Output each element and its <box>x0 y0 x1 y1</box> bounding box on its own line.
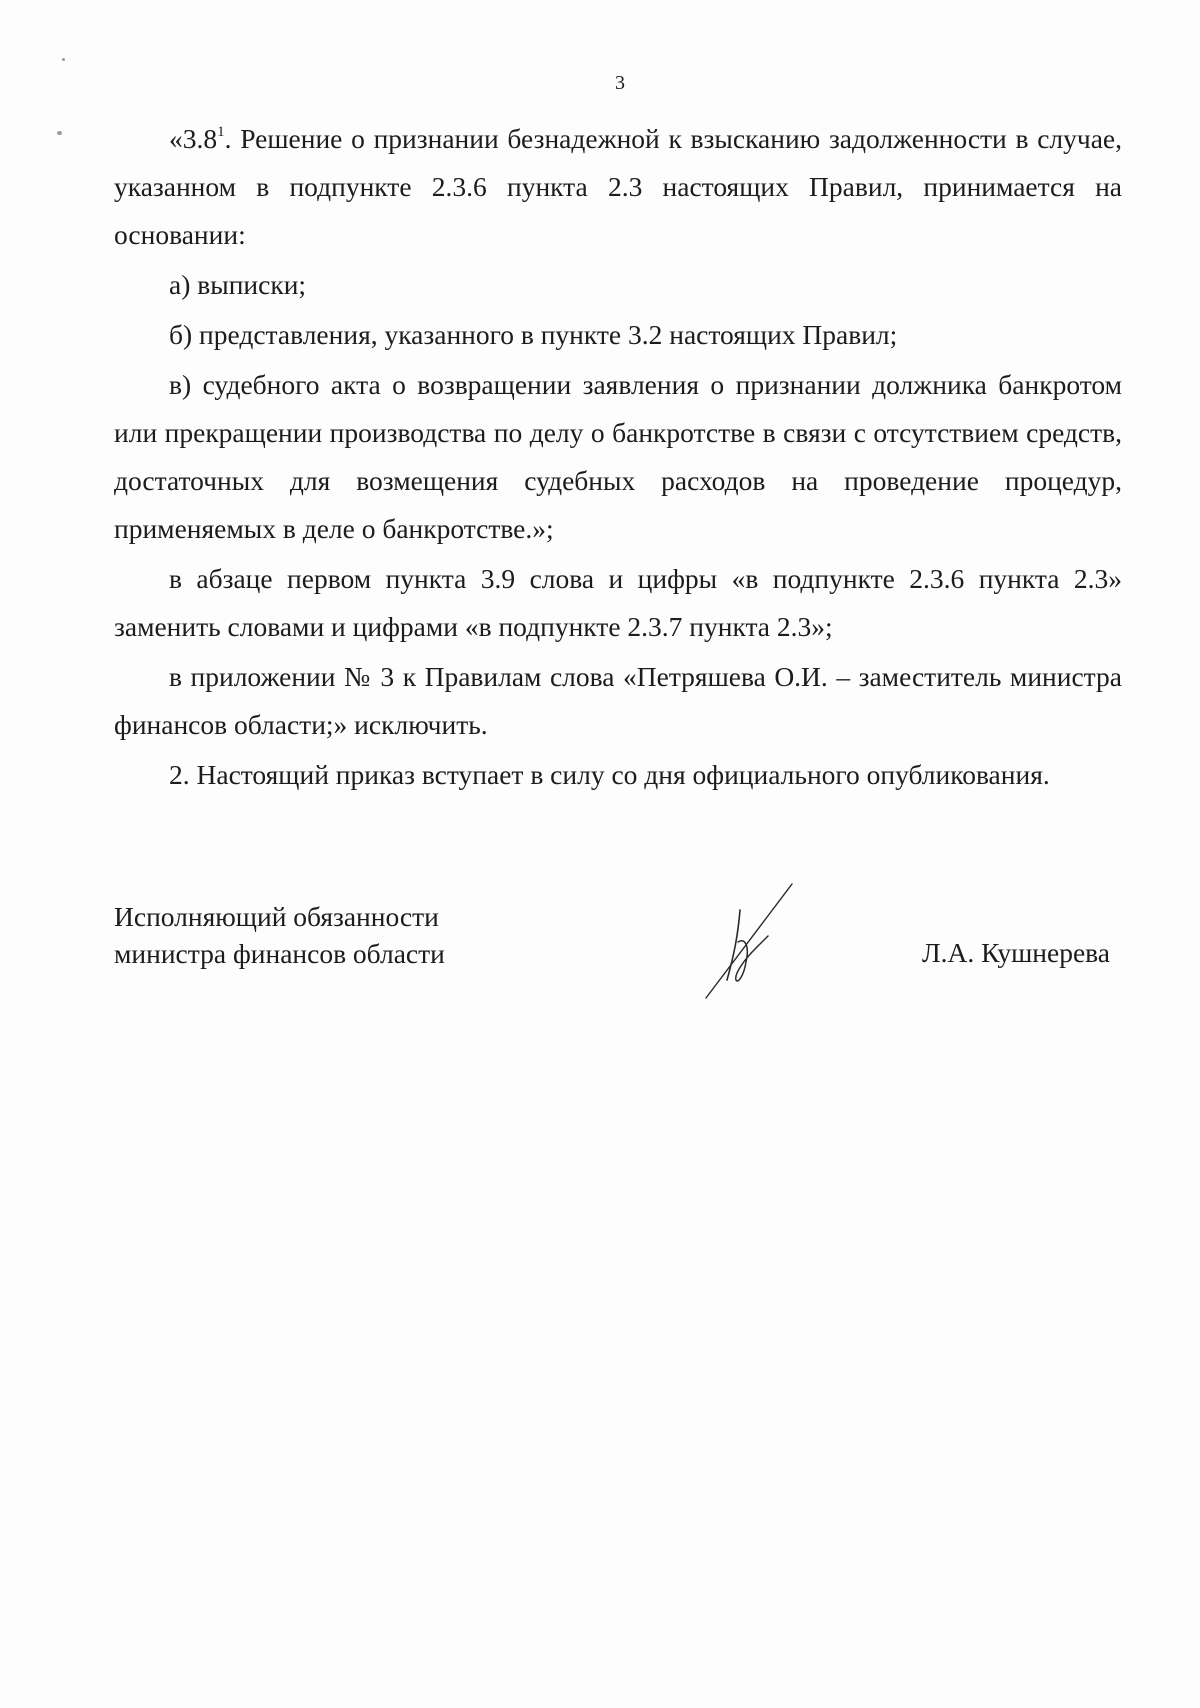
page-number: 3 <box>615 72 625 94</box>
scan-artifact-dot <box>57 131 62 135</box>
paragraph-item-b: б) представления, указанного в пункте 3.2 настоящих Правил; <box>169 319 898 350</box>
paragraph-3-8-1 <box>114 115 1122 259</box>
signer-position-line2: министра финансов области <box>114 938 445 969</box>
document-body <box>114 115 1122 799</box>
paragraph-item-a: а) выписки; <box>169 269 307 300</box>
paragraph-effective-date: 2. Настоящий приказ вступает в силу со дня официального опубликования. <box>169 759 1050 790</box>
paragraph-amend-3-9: в абзаце первом пункта 3.9 слова и цифры «в подпункте 2.3.6 пункта 2.3» заменить словами и цифрами «в подпункте 2.3.7 пункта 2.3»; <box>114 563 1122 642</box>
handwritten-signature-icon <box>700 880 820 1000</box>
scan-artifact-dot <box>62 58 65 61</box>
paragraph-amend-appendix-3: в приложении № 3 к Правилам слова «Петряшева О.И. – заместитель министра финансов области;» исключить. <box>114 661 1122 740</box>
superscript-index: 1 <box>217 124 225 140</box>
paragraph-3-8-1-text: . Решение о признании безнадежной к взысканию задолженности в случае, указанном в подпункте 2.3.6 пункта 2.3 настоящих Правил, принимается на основании: <box>114 123 1122 250</box>
signer-position <box>114 898 445 972</box>
signer-name: Л.А. Кушнерева <box>921 937 1110 968</box>
paragraph-3-8-1-prefix: «3.8 <box>169 123 218 154</box>
paragraph-item-v: в) судебного акта о возвращении заявления о признании должника банкротом или прекращении производства по делу о банкротстве в связи с отсутствием средств, достаточных для возмещения судебных расходов на проведение процедур, применяемых в деле о банкротстве.»; <box>114 369 1122 544</box>
signer-position-line1: Исполняющий обязанности <box>114 901 439 932</box>
